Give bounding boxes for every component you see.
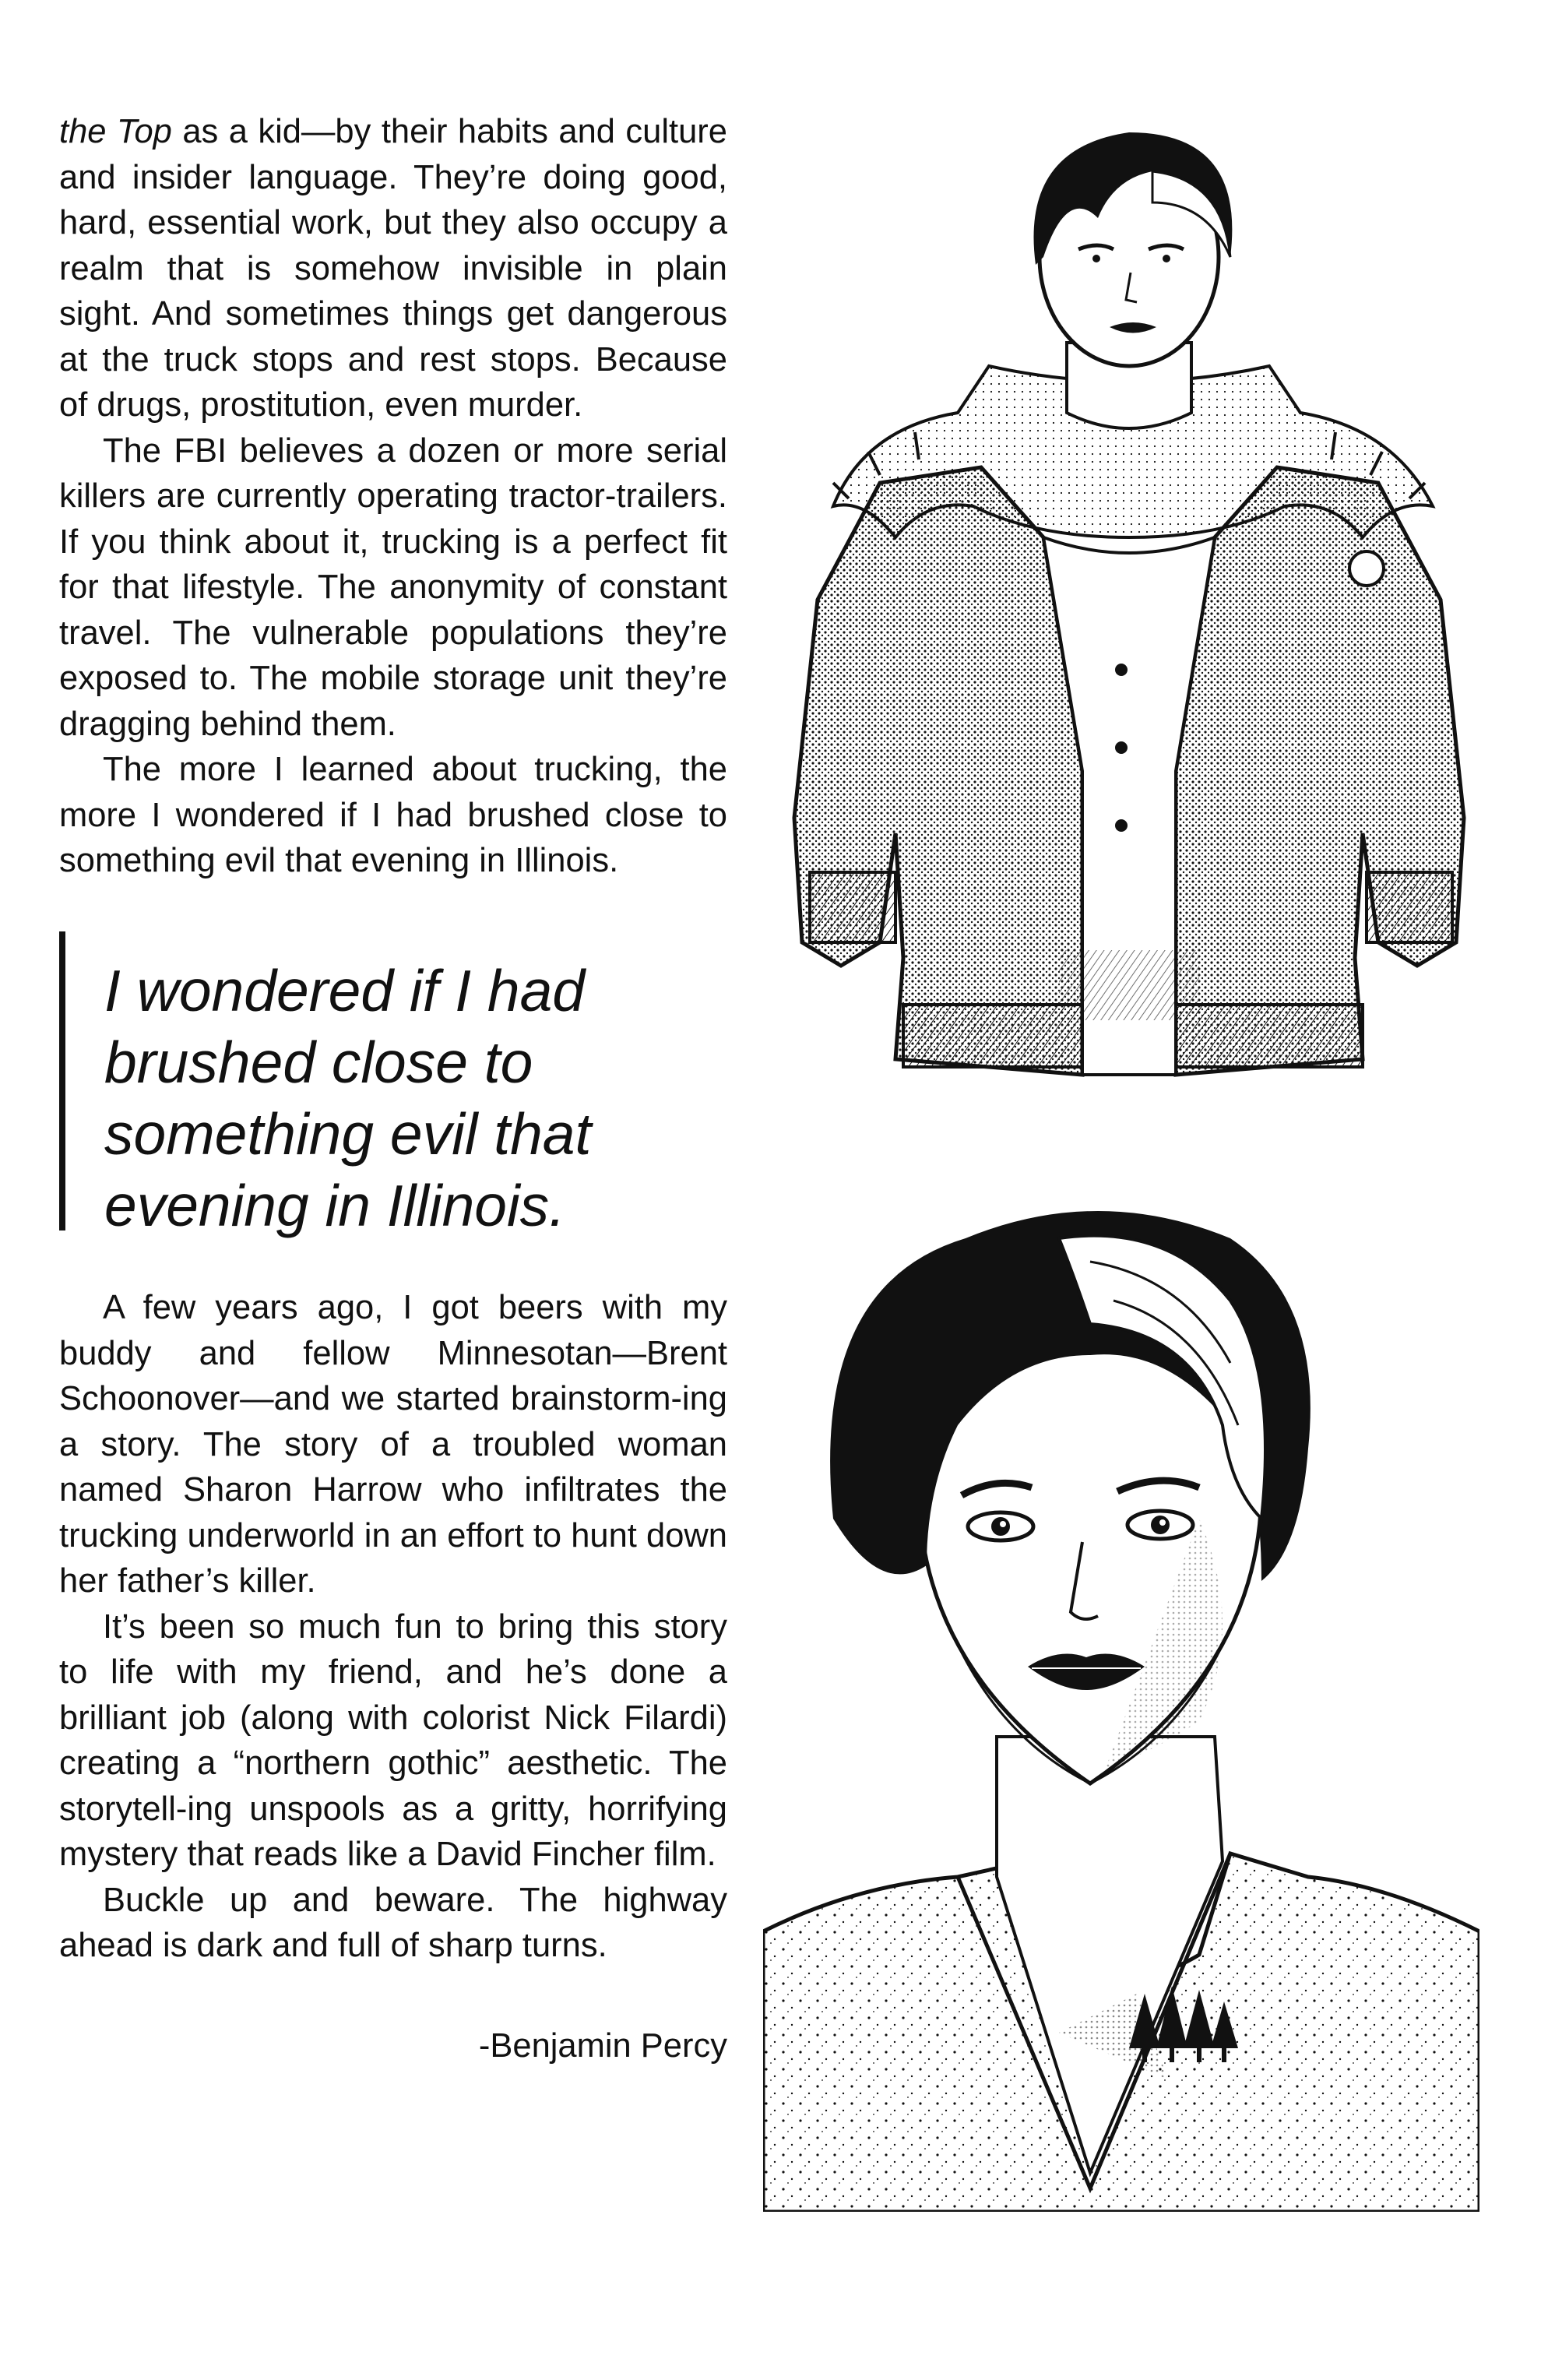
essay-paragraph: A few years ago, I got beers with my buddy and fellow Minnesotan—Brent Schoonover—and we started brainstorm-ing a story. The story of a troubled woman named Sharon Harrow who infiltrates the trucking underworld in an effort to hunt down her father’s killer. xyxy=(59,1289,727,1600)
book-title-italic: the Top xyxy=(59,113,172,150)
woman-portrait-tree-tattoo-illustration xyxy=(763,1192,1479,2212)
essay-paragraph: Buckle up and beware. The highway ahead is dark and full of sharp turns. xyxy=(59,1881,727,1964)
pull-quote-text: I wondered if I had brushed close to something evil that evening in Illinois. xyxy=(104,958,592,1238)
pull-quote xyxy=(59,931,729,1238)
woman-in-fur-hood-jacket-illustration xyxy=(786,132,1472,1137)
essay-paragraph: the Top as a kid—by their habits and culture and insider language. They’re doing good, hard, essential work, but they also occupy a realm that is somehow invisible in plain sight. And sometimes things get dangerous at the truck stops and rest stops. Because of drugs, prostitution, even murder. xyxy=(59,113,727,424)
essay-paragraph: It’s been so much fun to bring this story to life with my friend, and he’s done a brilliant job (along with colorist Nick Filardi) creating a “northern gothic” aesthetic. The storytell-ing unspools as a gritty, horrifying mystery that reads like a David Fincher film. xyxy=(59,1607,727,1873)
essay-paragraph: The more I learned about trucking, the more I wondered if I had brushed close to something evil that evening in Illinois. xyxy=(59,751,727,879)
author-signature: -Benjamin Percy xyxy=(478,2027,727,2065)
essay-top-text xyxy=(59,109,727,884)
essay-bottom-text xyxy=(59,1285,727,1969)
essay-paragraph: The FBI believes a dozen or more serial killers are currently operating tractor-trailers. If you think about it, trucking is a perfect fit for that lifestyle. The anonymity of constant travel. The vulnerable populations they’re exposed to. The mobile storage unit they’re dragging behind them. xyxy=(59,431,727,743)
